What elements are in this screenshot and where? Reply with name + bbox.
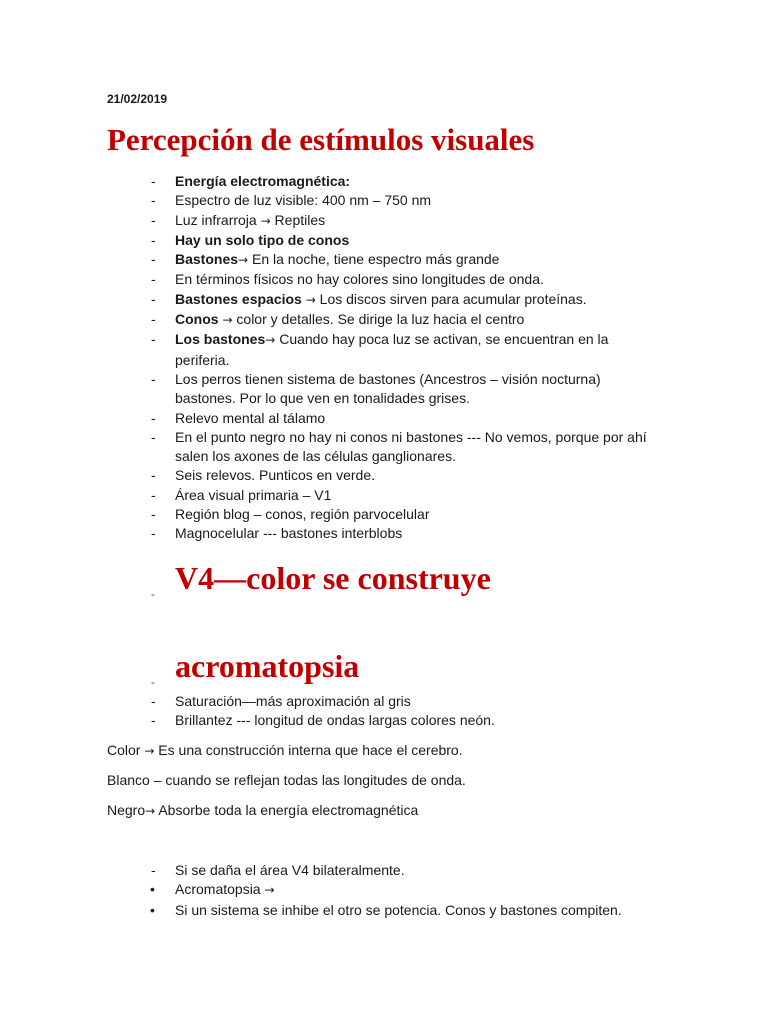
paragraph-negro [107, 802, 418, 818]
list-item-text: Magnocelular --- bastones interblobs [175, 525, 403, 542]
list-item-text: Región blog – conos, región parvocelular [175, 506, 430, 523]
document-date: 21/02/2019 [107, 92, 168, 106]
list-item [0, 290, 655, 310]
paragraph-negro-post: Absorbe toda la energía electromagnética [155, 802, 419, 818]
bullet-icon: • [150, 901, 155, 918]
list-item [0, 711, 655, 730]
list-item [0, 505, 655, 524]
list-item [0, 191, 655, 210]
list-item-prefix: Luz infrarroja [175, 211, 261, 228]
heading-v4 [0, 560, 768, 604]
list-item [0, 901, 655, 920]
list-marker: - [151, 231, 156, 248]
list-item [0, 428, 655, 467]
list-marker: - [151, 677, 155, 689]
list-item [0, 524, 655, 543]
list-item-text: Cuando hay poca luz se activan, se encuentran en la periferia. [175, 331, 609, 368]
arrow-icon: → [265, 333, 276, 348]
heading-acromatopsia-text: acromatopsia [175, 648, 360, 684]
list-item-text: Si un sistema se inhibe el otro se potencia. Conos y bastones compiten. [175, 901, 622, 918]
list-item [0, 692, 655, 711]
list-marker: - [151, 192, 156, 209]
list-item [0, 409, 655, 428]
list-item-text: Reptiles [270, 211, 326, 228]
list-item-text: color y detalles. Se dirige la luz hacia el centro [232, 311, 525, 328]
list-item-prefix: Acromatopsia [175, 881, 265, 898]
paragraph-color [107, 742, 463, 758]
list-item [0, 330, 655, 370]
arrow-icon: → [305, 292, 316, 307]
list-item-text: Los perros tienen sistema de bastones (Ancestros – visión nocturna) bastones. Por lo que ven en tonalidades grises. [175, 370, 601, 407]
notes-list [0, 172, 655, 544]
list-marker: - [151, 290, 156, 307]
list-item-bold: Energía electromagnética: [175, 173, 351, 189]
list-item [0, 310, 655, 330]
list-marker: - [151, 173, 156, 189]
list-item [0, 270, 655, 289]
list-item-text: Brillantez --- longitud de ondas largas colores neón. [175, 712, 495, 729]
arrow-icon: → [222, 313, 233, 328]
arrow-icon: → [238, 253, 249, 268]
list-marker: - [151, 589, 155, 601]
list-item-text: Relevo mental al tálamo [175, 409, 326, 426]
list-item [0, 250, 655, 270]
final-list [0, 861, 655, 920]
list-item [0, 231, 655, 250]
list-marker: - [151, 271, 156, 288]
heading-v4-text: V4—color se construye [175, 560, 491, 596]
list-item [0, 880, 655, 900]
list-marker: - [151, 525, 156, 542]
list-marker: - [151, 712, 156, 729]
list-marker: - [151, 467, 156, 484]
list-marker: - [151, 506, 156, 523]
list-marker: - [151, 428, 156, 445]
list-item-text: Los discos sirven para acumular proteínas. [315, 290, 587, 307]
list-item-bold: Hay un solo tipo de conos [175, 231, 350, 248]
paragraph-blanco: Blanco – cuando se reflejan todas las longitudes de onda. [107, 772, 466, 788]
paragraph-negro-pre: Negro [107, 802, 146, 818]
list-item-bold: Bastones [175, 251, 239, 268]
list-marker: - [151, 693, 156, 709]
list-item-text: En la noche, tiene espectro más grande [248, 251, 500, 268]
list-marker: - [151, 211, 156, 228]
heading-acromatopsia [0, 648, 768, 692]
list-item-text: En el punto negro no hay ni conos ni bastones --- No vemos, porque por ahí salen los axones de las células ganglionares. [175, 428, 647, 465]
list-item-bold: Los bastones [175, 331, 266, 348]
list-marker: - [151, 311, 156, 328]
arrow-icon: → [145, 804, 156, 818]
list-item-text: Si se daña el área V4 bilateralmente. [175, 862, 405, 878]
bullet-icon: • [150, 881, 155, 898]
list-marker: - [151, 486, 156, 503]
list-marker: - [151, 331, 156, 348]
page-title: Percepción de estímulos visuales [107, 122, 535, 157]
list-marker: - [151, 251, 156, 268]
arrow-icon: → [144, 744, 155, 758]
acromatopsia-list [0, 692, 655, 731]
list-marker: - [151, 409, 156, 426]
list-marker: - [151, 370, 156, 387]
arrow-icon: → [260, 213, 271, 228]
list-item [0, 861, 655, 880]
list-item-bold: Conos [175, 311, 223, 328]
list-item-text: En términos físicos no hay colores sino longitudes de onda. [175, 271, 544, 288]
list-item [0, 486, 655, 505]
arrow-icon: → [264, 883, 275, 898]
list-item-text: Espectro de luz visible: 400 nm – 750 nm [175, 192, 432, 209]
list-item [0, 370, 655, 409]
list-item [0, 211, 655, 231]
list-marker: - [151, 862, 156, 878]
paragraph-color-post: Es una construcción interna que hace el cerebro. [154, 742, 463, 758]
list-item [0, 172, 655, 191]
list-item [0, 466, 655, 485]
list-item-bold: Bastones espacios [175, 290, 306, 307]
list-item-text: Área visual primaria – V1 [175, 486, 332, 503]
list-item-text: Saturación—más aproximación al gris [175, 693, 411, 709]
list-item-text: Seis relevos. Punticos en verde. [175, 467, 375, 484]
paragraph-color-pre: Color [107, 742, 145, 758]
